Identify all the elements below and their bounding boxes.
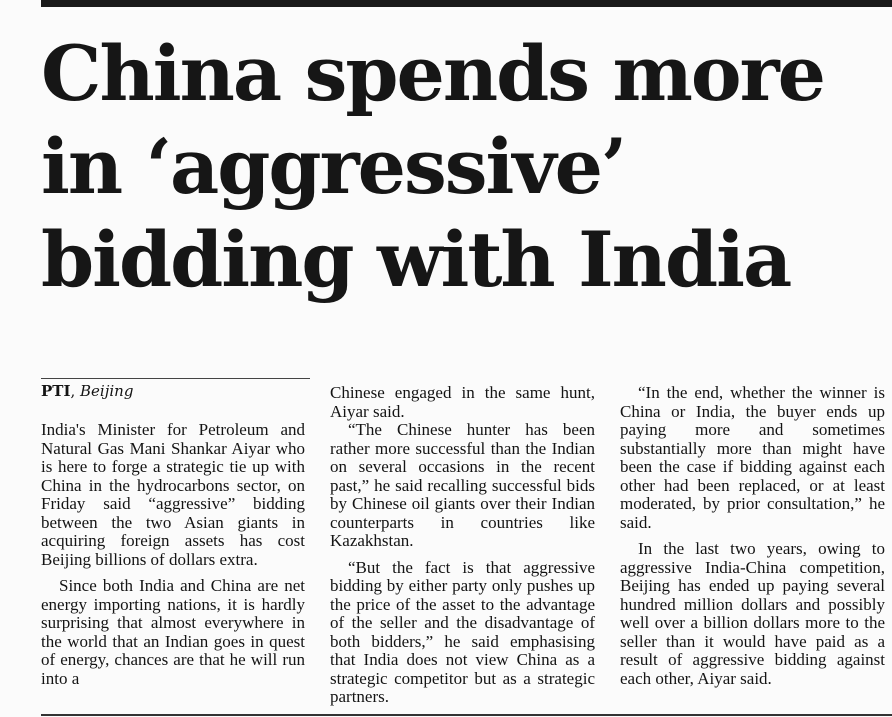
headline-line-1: China spends more [41,29,824,118]
article-column-3 [620,384,885,688]
headline [41,27,892,306]
headline-line-3: bidding with India [41,215,791,304]
bottom-rule [41,714,892,716]
article-paragraph: In the last two years, owing to aggressive India-China competition, Beijing has ended up paying several hundred million dollars and possibly well over a billion dollars more to the seller than it would have paid as a result of aggressive bidding against each other, Aiyar said. [620,539,885,688]
article-column-2 [330,384,595,707]
article-paragraph: “In the end, whether the winner is China or India, the buyer ends up paying more and sometimes substantially more than might have been the case if bidding against each other had been replaced, or at least moderated, by prior consultation,” he said. [620,383,885,532]
article-paragraph: Chinese engaged in the same hunt, Aiyar said. [330,383,595,421]
article-paragraph: “But the fact is that aggressive bidding by either party only pushes up the price of the asset to the advantage of the seller and the disadvantage of both bidders,” he said emphasising that India does not view China as a strategic competitor but as a strategic partners. [330,557,595,706]
byline-separator: , [70,382,81,400]
article-column-1 [41,421,305,688]
byline [41,381,133,401]
byline-rule [41,378,310,379]
article-paragraph: “The Chinese hunter has been rather more successful than the Indian on several occasions in the recent past,” he said recalling successful bids by Chinese oil giants over their Indian counterparts in countries like Kazakhstan. [330,420,595,550]
article-paragraph: India's Minister for Petroleum and Natural Gas Mani Shankar Aiyar who is here to forge a strategic tie up with China in the hydrocarbons sector, on Friday said “aggressive” bidding between the two Asian giants in acquiring foreign assets has cost Beijing billions of dollars extra. [41,420,305,569]
byline-place: Beijing [80,382,134,400]
top-rule [41,0,892,7]
headline-line-2: in ‘aggressive’ [41,122,626,211]
article-paragraph: Since both India and China are net energy importing nations, it is hardly surprising that almost everywhere in the world that an Indian goes in quest of energy, chances are that he will run into a [41,576,305,688]
byline-agency: PTI [41,382,71,400]
